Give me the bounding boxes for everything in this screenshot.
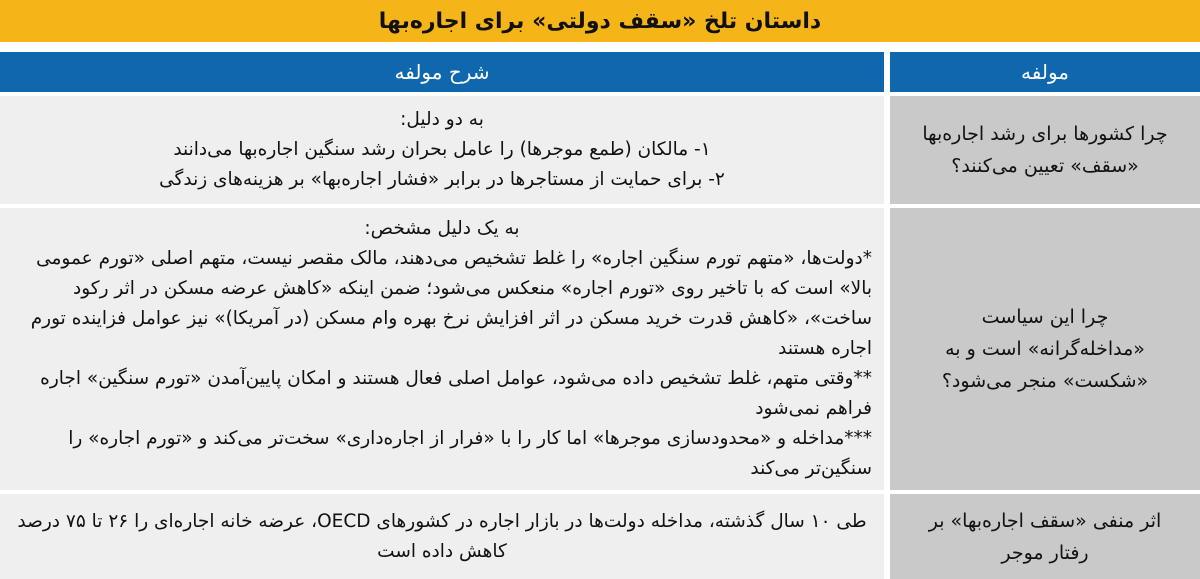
table-title: داستان تلخ «سقف دولتی» برای اجاره‌بها [0,0,1200,44]
header-description: شرح مولفه [0,52,884,92]
component-cell [890,96,1200,204]
description-cell [0,96,884,204]
table-header-row [0,52,1200,92]
table-row [0,208,1200,490]
table-row [0,494,1200,579]
description-line: ۱- مالکان (طمع موجرها) را عامل بحران رشد سنگین اجاره‌بها می‌دانند [173,139,711,160]
table-row [0,96,1200,204]
component-cell [890,494,1200,579]
description-line: طی ۱۰ سال گذشته، مداخله دولت‌ها در بازار اجاره در کشورهای OECD، عرضه خانه اجاره‌ای را ۲۶ تا ۷۵ درصد کاهش داده است [17,510,867,562]
description-cell [0,494,884,579]
description-cell [0,208,884,490]
component-cell [890,208,1200,490]
header-component: مولفه [890,52,1200,92]
component-label: چرا این سیاست «مداخله‌گرانه» است و به «شکست» منجر می‌شود؟ [941,306,1149,392]
description-line: ۲- برای حمایت از مستاجرها در برابر «فشار اجاره‌بها» بر هزینه‌های زندگی [159,169,725,190]
description-line: به یک دلیل مشخص: [364,218,520,239]
description-line: به دو دلیل: [400,109,484,130]
component-label: چرا کشورها برای رشد اجاره‌بها «سقف» تعیین می‌کنند؟ [922,123,1168,177]
component-label: اثر منفی «سقف اجاره‌بها» بر رفتار موجر [928,509,1162,564]
description-line: *دولت‌ها، «متهم تورم سنگین اجاره» را غلط تشخیص می‌دهند، مالک مقصر نیست، متهم اصلی «تورم عمومی بالا» است که با تاخیر روی «تورم اجاره» منعکس می‌شود؛ ضمن اینکه «کاهش عرضه مسکن در اثر رکود ساخت»، «کاهش قدرت خرید مسکن در اثر افزایش نرخ بهره وام مسکن (در آمریکا)» نیز عوامل فزاینده تورم اجاره هستند [30,248,872,359]
description-line: **وقتی متهم، غلط تشخیص داده می‌شود، عوامل اصلی فعال هستند و امکان پایین‌آمدن «تورم سنگین» اجاره فراهم نمی‌شود [40,368,872,419]
description-line: ***مداخله و «محدودسازی موجرها» اما کار را با «فرار از اجاره‌داری» سخت‌تر می‌کند و «تورم اجاره» را سنگین‌تر می‌کند [68,428,872,479]
